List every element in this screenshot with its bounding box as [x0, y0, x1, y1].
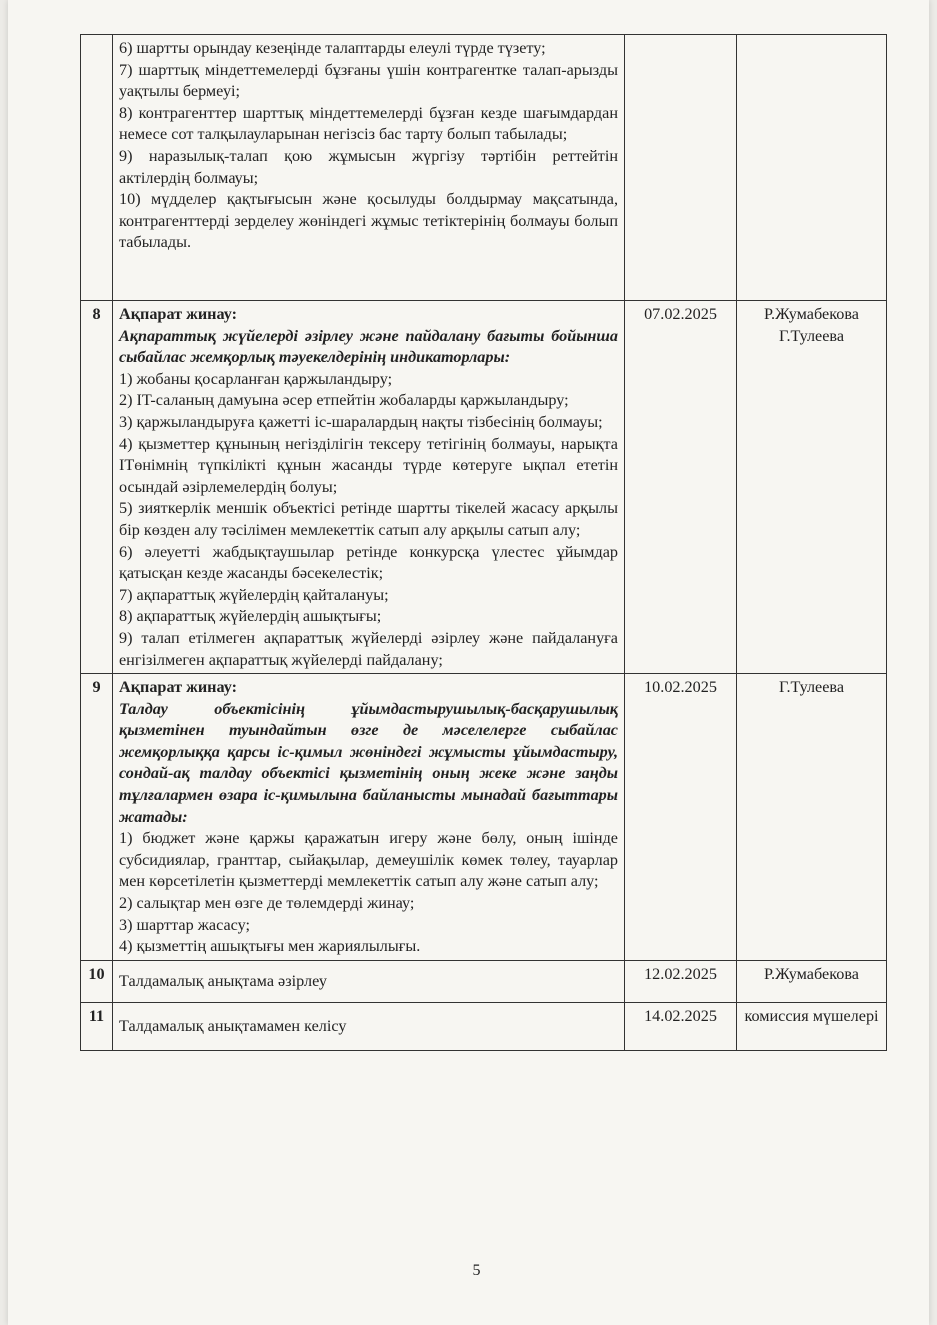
row-description	[113, 674, 625, 961]
row-description	[113, 301, 625, 674]
row-date: 07.02.2025	[625, 301, 737, 674]
row-date: 12.02.2025	[625, 960, 737, 1002]
row-responsible: Г.Тулеева	[737, 674, 887, 961]
row-number: 9	[81, 674, 113, 961]
row-subheading: Ақпараттық жүйелерді әзірлеу және пайдалану бағыты бойынша сыбайлас жемқорлық тәуекелдерінің индикаторлары:	[119, 326, 618, 367]
row-responsible: комиссия мүшелері	[737, 1002, 887, 1050]
list-item: 1) жобаны қосарланған қаржыландыру;	[119, 369, 393, 388]
list-item: 10) мүдделер қақтығысын және қосылуды болдырмау мақсатында, контрагенттерді зерделеу жөніндегі жұмыс тетіктерінің болмауы болып табылады.	[119, 190, 618, 252]
row-description: Талдамалық анықтамамен келісу	[113, 1002, 625, 1050]
row-responsible: Р.Жумабекова Г.Тулеева	[737, 301, 887, 674]
list-item: 7) шарттық міндеттемелерді бұзғаны үшін контрагентке талап-арызды уақтылы бермеуі;	[119, 60, 618, 101]
document-page	[8, 0, 929, 1325]
list-item: 6) шартты орындау кезеңінде талаптарды елеулі түрде түзету;	[119, 39, 546, 57]
row-date	[625, 35, 737, 301]
row-date: 10.02.2025	[625, 674, 737, 961]
list-item: 2) IT-саланың дамуына әсер етпейтін жобаларды қаржыландыру;	[119, 391, 569, 410]
list-item: 2) салықтар мен өзге де төлемдерді жинау;	[119, 894, 415, 913]
list-item: 5) зияткерлік меншік объектісі ретінде шартты тікелей жасасу арқылы бір көзден алу тәсілімен мемлекеттік сатып алу арқылы сатып алу;	[119, 499, 618, 539]
row-responsible	[737, 35, 887, 301]
list-item: 6) әлеуетті жабдықтаушылар ретінде конкурсқа үлестес ұйымдар қатысқан кезде жасанды бәсекелестік;	[119, 542, 618, 583]
list-item: 4) қызметтің ашықтығы мен жариялылығы.	[119, 937, 421, 956]
row-number: 10	[81, 960, 113, 1002]
table-row	[81, 301, 887, 674]
row-number	[81, 35, 113, 301]
list-item: 8) ақпараттық жүйелердің ашықтығы;	[119, 607, 382, 626]
table-row	[81, 1002, 887, 1050]
list-item: 3) қаржыландыруға қажетті іс-шаралардың нақты тізбесінің болмауы;	[119, 412, 603, 431]
table-row	[81, 35, 887, 301]
page-number: 5	[472, 1262, 481, 1279]
table-row	[81, 674, 887, 961]
list-item: 7) ақпараттық жүйелердің қайталануы;	[119, 585, 389, 604]
row-heading: Ақпарат жинау:	[119, 305, 238, 323]
row-responsible: Р.Жумабекова	[737, 960, 887, 1002]
list-item: 4) қызметтер құнының негізділігін тексеру тетігінің болмауы, нарықта ITөнімнің түпкілікті құнын жасанды түрде көтеруге ықпал ететін осындай әзірлемелердің болуы;	[119, 434, 618, 496]
row-description	[113, 35, 625, 301]
row-subheading: Талдау объектісінің ұйымдастырушылық-басқарушылық қызметінен туындайтын өзге де мәселелерге сыбайлас жемқорлыққа қарсы іс-қимыл жөніндегі жұмысты ұйымдастыру, сондай-ақ талдау объектісі қызметінің оның жеке және заңды тұлғалармен өзара іс-қимылына байланысты мынадай бағыттары жатады:	[119, 699, 618, 826]
list-item: 9) наразылық-талап қою жұмысын жүргізу тәртібін реттейтін актілердің болмауы;	[119, 146, 618, 187]
list-item: 8) контрагенттер шарттық міндеттемелерді бұзған кезде шағымдардан немесе сот талқылауларынан негізсіз бас тарту болып табылады;	[119, 103, 618, 144]
row-number: 11	[81, 1002, 113, 1050]
list-item: 3) шарттар жасасу;	[119, 915, 251, 934]
row-heading: Ақпарат жинау:	[119, 678, 238, 697]
row-description: Талдамалық анықтама әзірлеу	[113, 960, 625, 1002]
list-item: 1) бюджет және қаржы қаражатын игеру және бөлу, оның ішінде субсидиялар, гранттар, сыйақылар, демеушілік көмек төлеу, тауарлар мен көрсетілетін қызметтерді мемлекеттік сатып алу және сатып алу;	[119, 829, 618, 891]
plan-table	[80, 34, 887, 1051]
row-number: 8	[81, 301, 113, 674]
table-row	[81, 960, 887, 1002]
list-item: 9) талап етілмеген ақпараттық жүйелерді әзірлеу және пайдалануға енгізілмеген ақпараттық жүйелерді пайдалану;	[119, 628, 618, 669]
row-date: 14.02.2025	[625, 1002, 737, 1050]
